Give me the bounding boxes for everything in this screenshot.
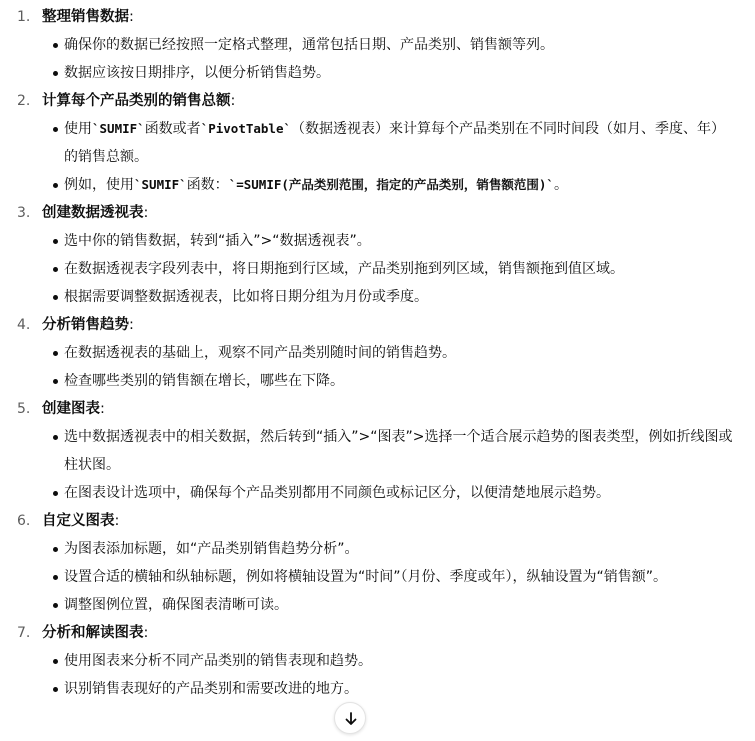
bullet-text: 在图表设计选项中，确保每个产品类别都用不同颜色或标记区分，以便清楚地展示趋势。: [64, 485, 610, 501]
step-title: 分析销售趋势: [42, 317, 129, 333]
bullet-item: [0, 339, 755, 367]
step-number: 4.: [17, 317, 31, 333]
step-heading: [0, 3, 755, 31]
bullet-list: [0, 647, 755, 703]
step-title-wrap: [42, 619, 148, 647]
bullet-item: [0, 59, 755, 87]
step-number: 5.: [17, 401, 31, 417]
bullet-text: 选中你的销售数据，转到“插入”>“数据透视表”。: [64, 233, 371, 249]
step-title-wrap: [42, 87, 235, 115]
step-heading: [0, 87, 755, 115]
bullet-item: [0, 423, 755, 479]
numbered-step: [0, 619, 755, 703]
step-number: 1.: [17, 9, 31, 25]
bullet-text: 检查哪些类别的销售额在增长，哪些在下降。: [64, 373, 344, 389]
step-number: 6.: [17, 513, 31, 529]
bullet-text: 根据需要调整数据透视表，比如将日期分组为月份或季度。: [64, 289, 428, 305]
bullet-list: [0, 339, 755, 395]
bullet-list: [0, 423, 755, 507]
bullet-item: [0, 647, 755, 675]
step-title: 分析和解读图表: [42, 625, 144, 641]
bullet-text: 数据应该按日期排序，以便分析销售趋势。: [64, 65, 330, 81]
bullet-text: 设置合适的横轴和纵轴标题，例如将横轴设置为“时间”（月份、季度或年），纵轴设置为“销售额”。: [64, 569, 668, 585]
step-title-colon: :: [129, 9, 134, 25]
bullet-item: [0, 675, 755, 703]
inline-code: `PivotTable`: [200, 121, 291, 136]
bullet-text: 在数据透视表字段列表中，将日期拖到行区域，产品类别拖到列区域，销售额拖到值区域。: [64, 261, 624, 277]
bullet-text: 为图表添加标题，如“产品类别销售趋势分析”。: [64, 541, 359, 557]
step-number: 2.: [17, 93, 31, 109]
step-heading: [0, 395, 755, 423]
bullet-text: 确保你的数据已经按照一定格式整理，通常包括日期、产品类别、销售额等列。: [64, 37, 554, 53]
numbered-step: [0, 199, 755, 311]
step-title-wrap: [42, 3, 134, 31]
bullet-text: 。: [553, 177, 568, 193]
numbered-step: [0, 507, 755, 619]
inline-code: `SUMIF`: [92, 121, 145, 136]
bullet-item: [0, 367, 755, 395]
bullet-text: （数据透视表）来计算每个产品类别在不同时间段（如月、季度、年）的销售总额。: [64, 121, 725, 165]
numbered-step: [0, 87, 755, 199]
step-heading: [0, 619, 755, 647]
step-title-wrap: [42, 311, 134, 339]
step-title-colon: :: [100, 401, 105, 417]
bullet-list: [0, 535, 755, 619]
step-title: 计算每个产品类别的销售总额: [42, 93, 231, 109]
bullet-item: [0, 283, 755, 311]
bullet-item: [0, 563, 755, 591]
step-title-colon: :: [114, 513, 120, 529]
scroll-to-bottom-button[interactable]: [334, 702, 366, 734]
step-heading: [0, 507, 755, 535]
arrow-down-icon: [343, 711, 359, 727]
numbered-step: [0, 395, 755, 507]
bullet-item: [0, 227, 755, 255]
step-number: 7.: [17, 625, 31, 641]
step-title-colon: :: [143, 625, 149, 641]
bullet-text: 选中数据透视表中的相关数据，然后转到“插入”>“图表”>选择一个适合展示趋势的图表类型，例如折线图或柱状图。: [64, 429, 733, 473]
bullet-text: 使用: [64, 121, 92, 137]
step-title: 整理销售数据: [42, 9, 129, 25]
inline-code: `SUMIF`: [134, 177, 187, 192]
bullet-text: 函数：: [186, 177, 229, 193]
bullet-item: [0, 31, 755, 59]
bullet-item: [0, 591, 755, 619]
step-title-colon: :: [129, 317, 134, 333]
step-title-colon: :: [230, 93, 236, 109]
bullet-text: 调整图例位置，确保图表清晰可读。: [64, 597, 288, 613]
bullet-item: [0, 479, 755, 507]
step-title-colon: :: [143, 205, 149, 221]
response-document: [0, 3, 755, 703]
bullet-item: [0, 171, 755, 199]
bullet-text: 使用图表来分析不同产品类别的销售表现和趋势。: [64, 653, 372, 669]
step-title: 创建图表: [42, 401, 100, 417]
numbered-step: [0, 311, 755, 395]
step-heading: [0, 311, 755, 339]
bullet-item: [0, 535, 755, 563]
step-heading: [0, 199, 755, 227]
bullet-text: 函数或者: [144, 121, 201, 137]
bullet-list: [0, 115, 755, 199]
bullet-item: [0, 115, 755, 171]
bullet-text: 识别销售表现好的产品类别和需要改进的地方。: [64, 681, 358, 697]
bullet-list: [0, 227, 755, 311]
inline-code: `=SUMIF(产品类别范围，指定的产品类别，销售额范围)`: [228, 177, 554, 192]
bullet-item: [0, 255, 755, 283]
step-title-wrap: [42, 507, 119, 535]
bullet-text: 例如，使用: [64, 177, 134, 193]
numbered-step: [0, 3, 755, 87]
step-title: 创建数据透视表: [42, 205, 144, 221]
bullet-list: [0, 31, 755, 87]
bullet-text: 在数据透视表的基础上，观察不同产品类别随时间的销售趋势。: [64, 345, 456, 361]
step-title-wrap: [42, 395, 105, 423]
step-title-wrap: [42, 199, 148, 227]
step-number: 3.: [17, 205, 31, 221]
step-title: 自定义图表: [42, 513, 115, 529]
